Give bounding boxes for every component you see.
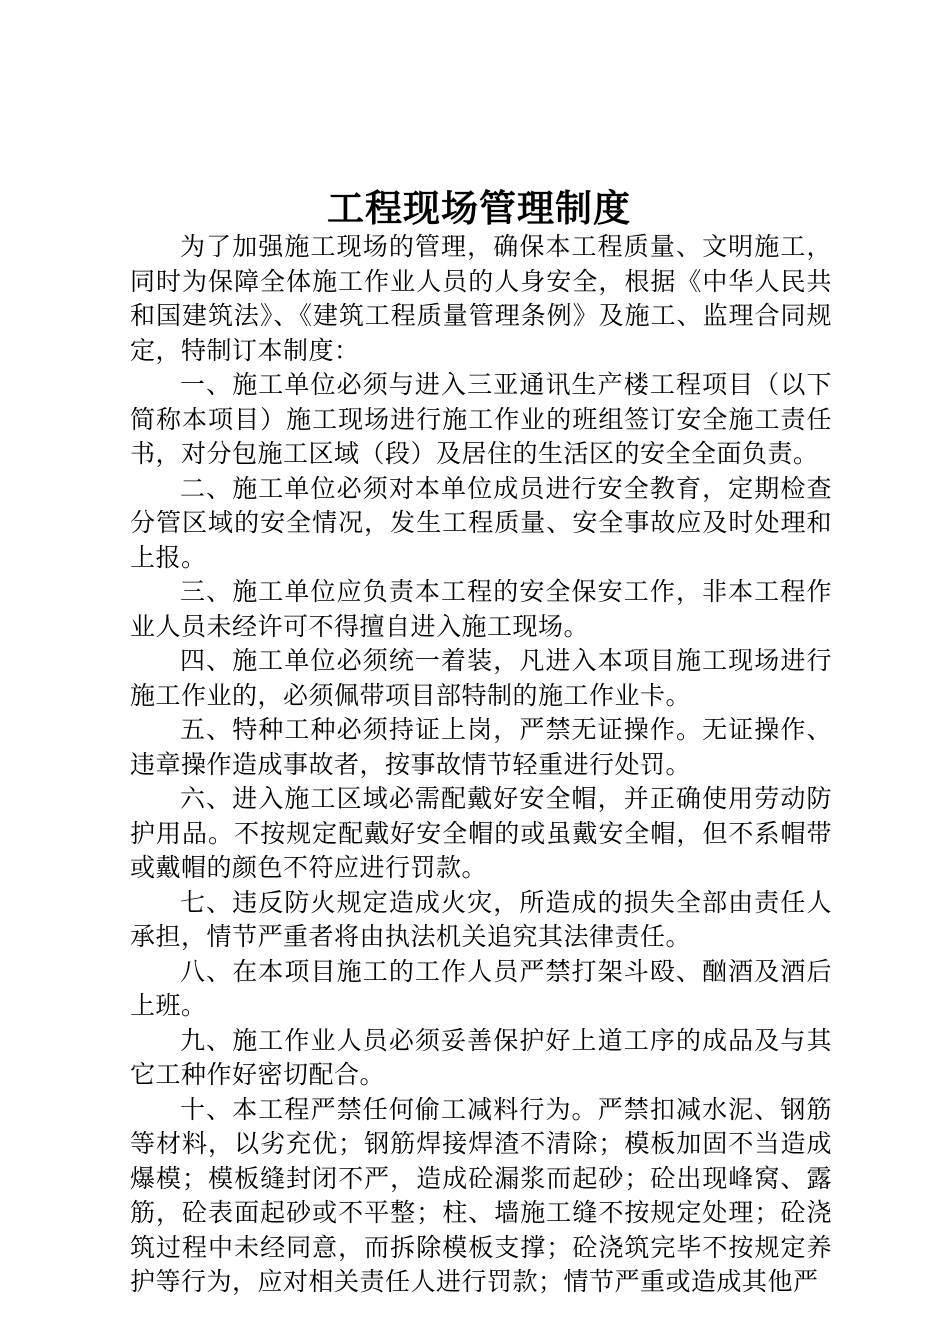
- intro-paragraph: 为了加强施工现场的管理，确保本工程质量、文明施工，同时为保障全体施工作业人员的人身安全，根据《中华人民共和国建筑法》、《建筑工程质量管理条例》及施工、监理合同规定，特制订本制度：: [130, 232, 832, 365]
- rule-paragraph-2: 二、施工单位必须对本单位成员进行安全教育，定期检查分管区域的安全情况，发生工程质量、安全事故应及时处理和上报。: [130, 473, 832, 572]
- rule-paragraph-4: 四、施工单位必须统一着装，凡进入本项目施工现场进行施工作业的，必须佩带项目部特制的施工作业卡。: [130, 646, 832, 710]
- rule-paragraph-5: 五、特种工种必须持证上岗，严禁无证操作。无证操作、违章操作造成事故者，按事故情节轻重进行处罚。: [130, 715, 832, 779]
- rule-paragraph-6: 六、进入施工区域必需配戴好安全帽，并正确使用劳动防护用品。不按规定配戴好安全帽的或虽戴安全帽，但不系帽带或戴帽的颜色不符应进行罚款。: [130, 784, 832, 882]
- rule-paragraph-3: 三、施工单位应负责本工程的安全保安工作，非本工程作业人员未经许可不得擅自进入施工现场。: [130, 577, 832, 641]
- rule-paragraph-7: 七、违反防火规定造成火灾，所造成的损失全部由责任人承担，情节严重者将由执法机关追究其法律责任。: [130, 887, 832, 951]
- rule-paragraph-1: 一、施工单位必须与进入三亚通讯生产楼工程项目（以下简称本项目）施工现场进行施工作业的班组签订安全施工责任书，对分包施工区域（段）及居住的生活区的安全全面负责。: [130, 370, 832, 468]
- rule-paragraph-8: 八、在本项目施工的工作人员严禁打架斗殴、酗酒及酒后上班。: [130, 956, 832, 1020]
- rule-paragraph-9: 九、施工作业人员必须妥善保护好上道工序的成品及与其它工种作好密切配合。: [130, 1025, 832, 1089]
- document-body: [130, 230, 832, 1300]
- rule-paragraph-10: 十、本工程严禁任何偷工减料行为。严禁扣减水泥、钢筋等材料，以劣充优；钢筋焊接焊渣不清除；模板加固不当造成爆模；模板缝封闭不严，造成砼漏浆而起砂；砼出现峰窝、露筋，砼表面起砂或不平整；柱、墙施工缝不按规定处理；砼浇筑过程中未经同意，而拆除模板支撑；砼浇筑完毕不按规定养护等行为，应对相关责任人进行罚款；情节严重或造成其他严: [130, 1094, 832, 1296]
- document-title: 工程现场管理制度: [327, 186, 631, 230]
